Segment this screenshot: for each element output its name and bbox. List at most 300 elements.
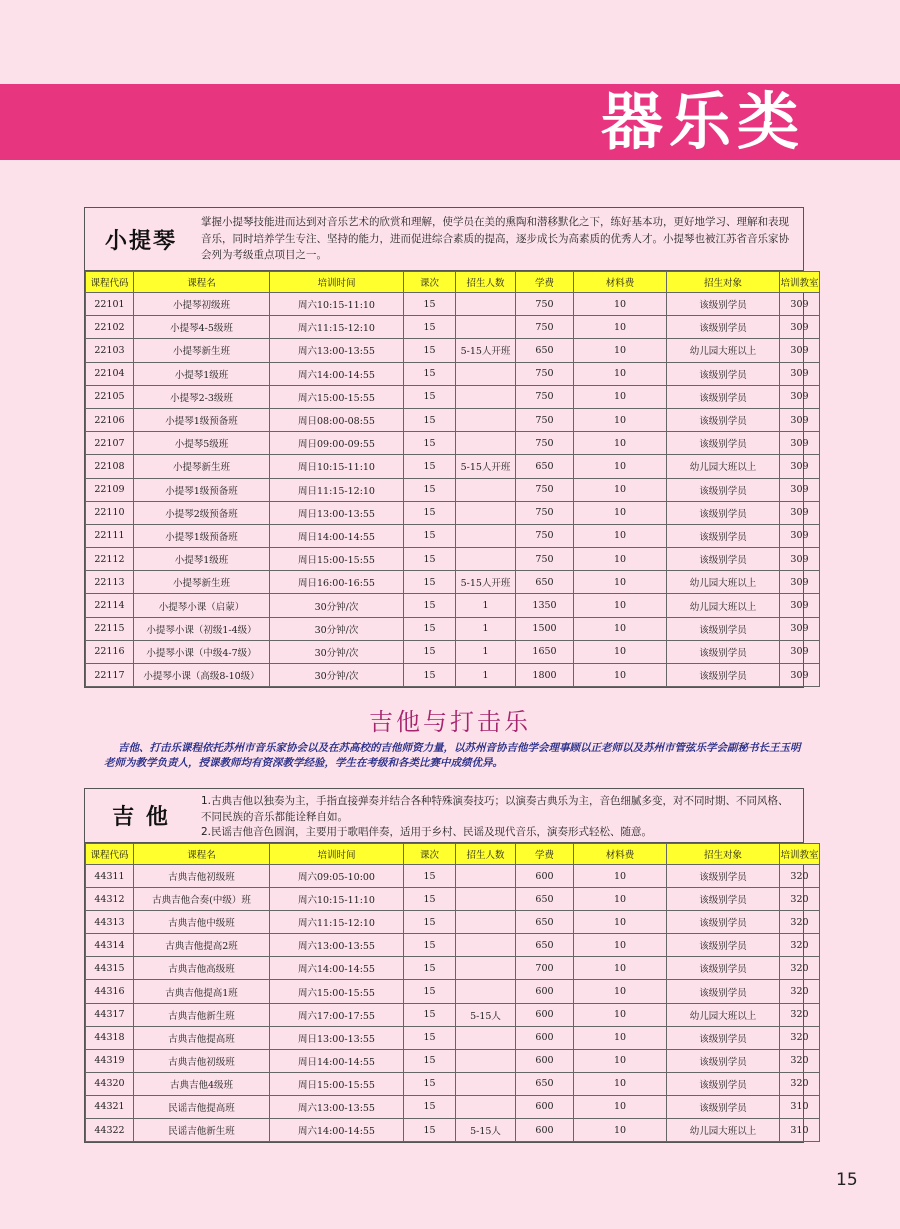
table-cell: 22107 bbox=[86, 432, 134, 455]
table-cell: 750 bbox=[516, 316, 574, 339]
table-cell: 民谣吉他新生班 bbox=[134, 1119, 270, 1142]
table-cell bbox=[456, 501, 516, 524]
table-cell: 309 bbox=[780, 548, 820, 571]
table-cell: 44317 bbox=[86, 1003, 134, 1026]
guitar-intro bbox=[85, 789, 803, 843]
table-cell: 10 bbox=[574, 293, 667, 316]
table-cell: 10 bbox=[574, 640, 667, 663]
table-cell bbox=[456, 1095, 516, 1118]
table-cell bbox=[456, 934, 516, 957]
table-cell: 周六11:15-12:10 bbox=[270, 316, 404, 339]
table-cell: 周六15:00-15:55 bbox=[270, 980, 404, 1003]
table-row bbox=[86, 664, 820, 687]
table-row bbox=[86, 478, 820, 501]
table-cell: 15 bbox=[404, 478, 456, 501]
guitar-section-description: 吉他、打击乐课程依托苏州市音乐家协会以及在苏高校的吉他师资力量，以苏州音协吉他学会理事顾以正老师以及苏州市管弦乐学会副秘书长王玉明老师为教学负责人，授课教师均有资深教学经验，学生在考级和各类比赛中成绩优异。 bbox=[104, 742, 801, 769]
table-cell: 310 bbox=[780, 1119, 820, 1142]
table-cell: 320 bbox=[780, 980, 820, 1003]
table-row bbox=[86, 1049, 820, 1072]
table-cell: 22112 bbox=[86, 548, 134, 571]
table-row bbox=[86, 432, 820, 455]
table-cell: 320 bbox=[780, 934, 820, 957]
table-cell: 古典吉他高级班 bbox=[134, 957, 270, 980]
table-cell bbox=[456, 980, 516, 1003]
table-row bbox=[86, 455, 820, 478]
table-cell: 周日16:00-16:55 bbox=[270, 571, 404, 594]
table-cell: 该级别学员 bbox=[667, 478, 780, 501]
table-cell: 10 bbox=[574, 664, 667, 687]
table-cell: 309 bbox=[780, 664, 820, 687]
table-cell: 该级别学员 bbox=[667, 293, 780, 316]
table-cell: 44315 bbox=[86, 957, 134, 980]
table-cell: 22109 bbox=[86, 478, 134, 501]
table-cell: 15 bbox=[404, 1095, 456, 1118]
table-cell: 309 bbox=[780, 362, 820, 385]
table-cell bbox=[456, 362, 516, 385]
table-cell: 15 bbox=[404, 640, 456, 663]
table-cell: 1 bbox=[456, 594, 516, 617]
table-cell: 22114 bbox=[86, 594, 134, 617]
table-cell: 650 bbox=[516, 1072, 574, 1095]
table-cell: 1650 bbox=[516, 640, 574, 663]
column-header: 学费 bbox=[516, 844, 574, 865]
table-cell: 小提琴新生班 bbox=[134, 571, 270, 594]
table-cell: 幼儿园大班以上 bbox=[667, 571, 780, 594]
table-row bbox=[86, 888, 820, 911]
table-cell: 10 bbox=[574, 339, 667, 362]
table-cell: 10 bbox=[574, 888, 667, 911]
table-cell: 650 bbox=[516, 571, 574, 594]
column-header: 课程名 bbox=[134, 844, 270, 865]
table-cell: 周日10:15-11:10 bbox=[270, 455, 404, 478]
table-cell: 309 bbox=[780, 455, 820, 478]
table-cell: 15 bbox=[404, 1119, 456, 1142]
table-cell bbox=[456, 316, 516, 339]
table-cell: 309 bbox=[780, 524, 820, 547]
table-cell: 10 bbox=[574, 594, 667, 617]
table-row bbox=[86, 640, 820, 663]
table-cell bbox=[456, 1049, 516, 1072]
table-cell: 750 bbox=[516, 385, 574, 408]
table-header-row bbox=[86, 272, 820, 293]
table-cell: 周日13:00-13:55 bbox=[270, 1026, 404, 1049]
table-cell: 650 bbox=[516, 339, 574, 362]
table-cell: 44312 bbox=[86, 888, 134, 911]
table-cell: 750 bbox=[516, 408, 574, 431]
table-cell: 30分钟/次 bbox=[270, 617, 404, 640]
table-cell: 15 bbox=[404, 594, 456, 617]
table-row bbox=[86, 980, 820, 1003]
table-cell: 15 bbox=[404, 316, 456, 339]
table-row bbox=[86, 617, 820, 640]
table-cell: 44316 bbox=[86, 980, 134, 1003]
table-cell: 5-15人 bbox=[456, 1003, 516, 1026]
table-row bbox=[86, 362, 820, 385]
table-cell bbox=[456, 957, 516, 980]
column-header: 培训时间 bbox=[270, 272, 404, 293]
table-cell: 750 bbox=[516, 362, 574, 385]
table-cell: 周日11:15-12:10 bbox=[270, 478, 404, 501]
table-cell bbox=[456, 432, 516, 455]
table-cell: 周日08:00-08:55 bbox=[270, 408, 404, 431]
table-cell: 320 bbox=[780, 1049, 820, 1072]
table-cell: 600 bbox=[516, 1119, 574, 1142]
table-cell: 320 bbox=[780, 1003, 820, 1026]
table-header-row bbox=[86, 844, 820, 865]
table-cell: 15 bbox=[404, 339, 456, 362]
table-cell: 1 bbox=[456, 617, 516, 640]
table-cell: 650 bbox=[516, 455, 574, 478]
table-cell: 309 bbox=[780, 501, 820, 524]
table-cell: 600 bbox=[516, 865, 574, 888]
table-row bbox=[86, 1072, 820, 1095]
table-cell: 10 bbox=[574, 408, 667, 431]
table-cell: 10 bbox=[574, 911, 667, 934]
table-cell: 小提琴2-3级班 bbox=[134, 385, 270, 408]
table-cell: 22108 bbox=[86, 455, 134, 478]
column-header: 培训教室 bbox=[780, 844, 820, 865]
table-cell: 10 bbox=[574, 571, 667, 594]
table-row bbox=[86, 293, 820, 316]
table-cell: 周六13:00-13:55 bbox=[270, 1095, 404, 1118]
column-header: 招生对象 bbox=[667, 844, 780, 865]
table-cell: 小提琴1级预备班 bbox=[134, 408, 270, 431]
table-cell: 古典吉他初级班 bbox=[134, 865, 270, 888]
table-cell: 10 bbox=[574, 385, 667, 408]
table-cell bbox=[456, 888, 516, 911]
table-cell: 该级别学员 bbox=[667, 1072, 780, 1095]
guitar-section-heading: 吉他与打击乐 bbox=[369, 708, 531, 736]
table-cell bbox=[456, 385, 516, 408]
table-cell: 15 bbox=[404, 501, 456, 524]
table-cell: 民谣吉他提高班 bbox=[134, 1095, 270, 1118]
table-row bbox=[86, 1026, 820, 1049]
table-cell: 22103 bbox=[86, 339, 134, 362]
table-cell: 320 bbox=[780, 865, 820, 888]
table-cell: 15 bbox=[404, 865, 456, 888]
column-header: 课次 bbox=[404, 844, 456, 865]
table-cell: 15 bbox=[404, 548, 456, 571]
table-cell: 600 bbox=[516, 1026, 574, 1049]
table-cell: 5-15人开班 bbox=[456, 339, 516, 362]
table-cell: 1 bbox=[456, 640, 516, 663]
table-cell: 周六09:05-10:00 bbox=[270, 865, 404, 888]
table-cell: 周日14:00-14:55 bbox=[270, 524, 404, 547]
column-header: 招生对象 bbox=[667, 272, 780, 293]
table-cell: 5-15人 bbox=[456, 1119, 516, 1142]
table-row bbox=[86, 501, 820, 524]
column-header: 培训教室 bbox=[780, 272, 820, 293]
table-cell: 309 bbox=[780, 316, 820, 339]
table-cell: 22106 bbox=[86, 408, 134, 431]
table-cell: 22115 bbox=[86, 617, 134, 640]
table-cell: 650 bbox=[516, 911, 574, 934]
table-cell: 600 bbox=[516, 980, 574, 1003]
table-cell: 该级别学员 bbox=[667, 385, 780, 408]
table-cell: 309 bbox=[780, 640, 820, 663]
table-cell: 1 bbox=[456, 664, 516, 687]
table-cell: 10 bbox=[574, 1095, 667, 1118]
table-cell: 320 bbox=[780, 888, 820, 911]
table-cell: 小提琴新生班 bbox=[134, 455, 270, 478]
table-cell: 幼儿园大班以上 bbox=[667, 339, 780, 362]
table-cell: 15 bbox=[404, 664, 456, 687]
table-cell: 15 bbox=[404, 980, 456, 1003]
table-cell: 44319 bbox=[86, 1049, 134, 1072]
table-cell: 周六10:15-11:10 bbox=[270, 293, 404, 316]
table-cell: 15 bbox=[404, 362, 456, 385]
table-cell: 700 bbox=[516, 957, 574, 980]
table-cell: 10 bbox=[574, 980, 667, 1003]
table-cell: 15 bbox=[404, 432, 456, 455]
table-cell: 309 bbox=[780, 385, 820, 408]
table-cell: 600 bbox=[516, 1003, 574, 1026]
table-cell: 600 bbox=[516, 1049, 574, 1072]
table-cell: 周六13:00-13:55 bbox=[270, 934, 404, 957]
table-cell: 小提琴小课（初级1-4级） bbox=[134, 617, 270, 640]
table-cell: 44313 bbox=[86, 911, 134, 934]
table-row bbox=[86, 316, 820, 339]
table-cell: 22116 bbox=[86, 640, 134, 663]
table-cell: 309 bbox=[780, 432, 820, 455]
table-cell: 10 bbox=[574, 501, 667, 524]
table-cell: 44311 bbox=[86, 865, 134, 888]
table-cell bbox=[456, 408, 516, 431]
table-cell: 10 bbox=[574, 432, 667, 455]
table-cell: 15 bbox=[404, 524, 456, 547]
table-cell: 1800 bbox=[516, 664, 574, 687]
table-cell: 15 bbox=[404, 1003, 456, 1026]
violin-intro bbox=[85, 208, 803, 271]
column-header: 材料费 bbox=[574, 272, 667, 293]
table-cell: 44321 bbox=[86, 1095, 134, 1118]
table-cell bbox=[456, 911, 516, 934]
table-cell: 小提琴2级预备班 bbox=[134, 501, 270, 524]
violin-section bbox=[84, 207, 819, 688]
table-cell: 44322 bbox=[86, 1119, 134, 1142]
table-cell: 30分钟/次 bbox=[270, 640, 404, 663]
table-cell: 44320 bbox=[86, 1072, 134, 1095]
table-cell: 15 bbox=[404, 911, 456, 934]
table-cell bbox=[456, 524, 516, 547]
table-cell: 古典吉他提高1班 bbox=[134, 980, 270, 1003]
table-cell: 15 bbox=[404, 293, 456, 316]
table-cell: 周六11:15-12:10 bbox=[270, 911, 404, 934]
table-cell: 该级别学员 bbox=[667, 432, 780, 455]
table-cell: 320 bbox=[780, 957, 820, 980]
table-cell: 10 bbox=[574, 1026, 667, 1049]
table-cell: 22113 bbox=[86, 571, 134, 594]
table-cell: 该级别学员 bbox=[667, 640, 780, 663]
table-cell: 周日14:00-14:55 bbox=[270, 1049, 404, 1072]
table-cell: 1500 bbox=[516, 617, 574, 640]
table-cell: 该级别学员 bbox=[667, 888, 780, 911]
table-cell: 750 bbox=[516, 524, 574, 547]
table-cell: 15 bbox=[404, 571, 456, 594]
table-cell: 750 bbox=[516, 293, 574, 316]
table-cell bbox=[456, 548, 516, 571]
table-cell: 750 bbox=[516, 478, 574, 501]
table-cell: 该级别学员 bbox=[667, 501, 780, 524]
table-cell: 22111 bbox=[86, 524, 134, 547]
category-banner bbox=[0, 84, 900, 160]
table-cell: 309 bbox=[780, 339, 820, 362]
table-cell: 周六10:15-11:10 bbox=[270, 888, 404, 911]
column-header: 材料费 bbox=[574, 844, 667, 865]
table-cell: 小提琴4-5级班 bbox=[134, 316, 270, 339]
table-cell: 该级别学员 bbox=[667, 362, 780, 385]
table-cell: 小提琴1级预备班 bbox=[134, 478, 270, 501]
table-cell bbox=[456, 293, 516, 316]
table-row bbox=[86, 934, 820, 957]
table-cell: 幼儿园大班以上 bbox=[667, 1003, 780, 1026]
column-header: 学费 bbox=[516, 272, 574, 293]
guitar-description-line-1: 1.古典吉他以独奏为主，手指直接弹奏并结合各种特殊演奏技巧；以演奏古典乐为主，音色细腻多变，对不同时期、不同风格、不同民族的音乐都能诠释自如。 bbox=[201, 795, 789, 823]
table-row bbox=[86, 594, 820, 617]
table-cell: 5-15人开班 bbox=[456, 455, 516, 478]
table-cell bbox=[456, 1026, 516, 1049]
table-cell: 22117 bbox=[86, 664, 134, 687]
table-cell: 该级别学员 bbox=[667, 408, 780, 431]
table-row bbox=[86, 1003, 820, 1026]
table-cell: 古典吉他4级班 bbox=[134, 1072, 270, 1095]
table-cell: 该级别学员 bbox=[667, 865, 780, 888]
violin-description: 掌握小提琴技能进而达到对音乐艺术的欣赏和理解，使学员在美的熏陶和潜移默化之下，练好基本功，更好地学习、理解和表现音乐，同时培养学生专注、坚持的能力，进而促进综合素质的提高，逐步成长为高素质的优秀人才。小提琴也被江苏省音乐家协会列为考级重点项目之一。 bbox=[201, 216, 789, 261]
table-cell: 320 bbox=[780, 1072, 820, 1095]
table-cell: 周日13:00-13:55 bbox=[270, 501, 404, 524]
table-cell: 周六14:00-14:55 bbox=[270, 957, 404, 980]
table-cell: 600 bbox=[516, 1095, 574, 1118]
table-cell: 15 bbox=[404, 888, 456, 911]
violin-name: 小提琴 bbox=[104, 228, 177, 254]
table-cell: 周六14:00-14:55 bbox=[270, 1119, 404, 1142]
table-cell: 该级别学员 bbox=[667, 1026, 780, 1049]
table-cell: 309 bbox=[780, 594, 820, 617]
table-cell: 小提琴初级班 bbox=[134, 293, 270, 316]
table-cell: 10 bbox=[574, 478, 667, 501]
banner-title: 器乐类 bbox=[600, 85, 805, 158]
table-cell: 15 bbox=[404, 617, 456, 640]
table-cell: 15 bbox=[404, 1049, 456, 1072]
table-cell: 小提琴小课（启蒙） bbox=[134, 594, 270, 617]
table-row bbox=[86, 957, 820, 980]
table-cell: 该级别学员 bbox=[667, 911, 780, 934]
table-cell: 幼儿园大班以上 bbox=[667, 455, 780, 478]
guitar-name: 吉 他 bbox=[112, 805, 170, 830]
table-cell: 30分钟/次 bbox=[270, 594, 404, 617]
table-cell: 15 bbox=[404, 455, 456, 478]
table-cell: 小提琴1级班 bbox=[134, 362, 270, 385]
table-cell: 周日09:00-09:55 bbox=[270, 432, 404, 455]
table-row bbox=[86, 548, 820, 571]
table-cell: 310 bbox=[780, 1095, 820, 1118]
table-cell: 10 bbox=[574, 1119, 667, 1142]
table-cell: 该级别学员 bbox=[667, 524, 780, 547]
column-header: 课程代码 bbox=[86, 844, 134, 865]
table-cell: 22101 bbox=[86, 293, 134, 316]
table-cell: 10 bbox=[574, 617, 667, 640]
table-row bbox=[86, 385, 820, 408]
table-cell: 幼儿园大班以上 bbox=[667, 1119, 780, 1142]
table-cell: 309 bbox=[780, 571, 820, 594]
table-cell: 22110 bbox=[86, 501, 134, 524]
table-cell: 周六13:00-13:55 bbox=[270, 339, 404, 362]
table-cell: 44314 bbox=[86, 934, 134, 957]
table-cell: 650 bbox=[516, 934, 574, 957]
table-cell: 309 bbox=[780, 408, 820, 431]
table-cell: 10 bbox=[574, 1049, 667, 1072]
table-cell: 古典吉他新生班 bbox=[134, 1003, 270, 1026]
guitar-description bbox=[197, 789, 803, 842]
table-cell: 10 bbox=[574, 362, 667, 385]
table-cell: 10 bbox=[574, 316, 667, 339]
table-cell: 44318 bbox=[86, 1026, 134, 1049]
table-cell: 750 bbox=[516, 432, 574, 455]
column-header: 课程名 bbox=[134, 272, 270, 293]
table-cell: 古典吉他合奏(中级）班 bbox=[134, 888, 270, 911]
table-cell: 小提琴1级预备班 bbox=[134, 524, 270, 547]
table-cell: 15 bbox=[404, 1026, 456, 1049]
table-cell: 古典吉他提高2班 bbox=[134, 934, 270, 957]
table-row bbox=[86, 1095, 820, 1118]
table-cell: 周六14:00-14:55 bbox=[270, 362, 404, 385]
table-cell: 小提琴5级班 bbox=[134, 432, 270, 455]
table-cell: 309 bbox=[780, 617, 820, 640]
table-cell: 该级别学员 bbox=[667, 316, 780, 339]
table-cell: 该级别学员 bbox=[667, 980, 780, 1003]
table-cell: 幼儿园大班以上 bbox=[667, 594, 780, 617]
table-cell: 22104 bbox=[86, 362, 134, 385]
column-header: 课程代码 bbox=[86, 272, 134, 293]
violin-course-table bbox=[85, 271, 820, 687]
table-cell bbox=[456, 478, 516, 501]
table-cell: 小提琴新生班 bbox=[134, 339, 270, 362]
table-cell: 309 bbox=[780, 293, 820, 316]
table-cell: 古典吉他中级班 bbox=[134, 911, 270, 934]
table-cell: 22102 bbox=[86, 316, 134, 339]
table-row bbox=[86, 408, 820, 431]
column-header: 招生人数 bbox=[456, 272, 516, 293]
table-cell: 10 bbox=[574, 455, 667, 478]
table-cell: 15 bbox=[404, 408, 456, 431]
table-cell: 320 bbox=[780, 1026, 820, 1049]
table-cell: 5-15人开班 bbox=[456, 571, 516, 594]
table-cell: 10 bbox=[574, 1072, 667, 1095]
table-cell: 该级别学员 bbox=[667, 617, 780, 640]
table-cell: 该级别学员 bbox=[667, 664, 780, 687]
table-cell: 小提琴小课（高级8-10级） bbox=[134, 664, 270, 687]
table-cell: 周六17:00-17:55 bbox=[270, 1003, 404, 1026]
table-cell: 小提琴1级班 bbox=[134, 548, 270, 571]
table-cell bbox=[456, 1072, 516, 1095]
table-cell: 1350 bbox=[516, 594, 574, 617]
table-cell bbox=[456, 865, 516, 888]
table-cell: 该级别学员 bbox=[667, 1095, 780, 1118]
table-cell: 30分钟/次 bbox=[270, 664, 404, 687]
table-cell: 周日15:00-15:55 bbox=[270, 548, 404, 571]
table-row bbox=[86, 865, 820, 888]
table-cell: 周六15:00-15:55 bbox=[270, 385, 404, 408]
table-cell: 周日15:00-15:55 bbox=[270, 1072, 404, 1095]
table-cell: 小提琴小课（中级4-7级） bbox=[134, 640, 270, 663]
table-cell: 10 bbox=[574, 1003, 667, 1026]
table-cell: 该级别学员 bbox=[667, 548, 780, 571]
column-header: 课次 bbox=[404, 272, 456, 293]
table-cell: 该级别学员 bbox=[667, 1049, 780, 1072]
table-cell: 15 bbox=[404, 934, 456, 957]
table-cell: 320 bbox=[780, 911, 820, 934]
table-cell: 10 bbox=[574, 957, 667, 980]
